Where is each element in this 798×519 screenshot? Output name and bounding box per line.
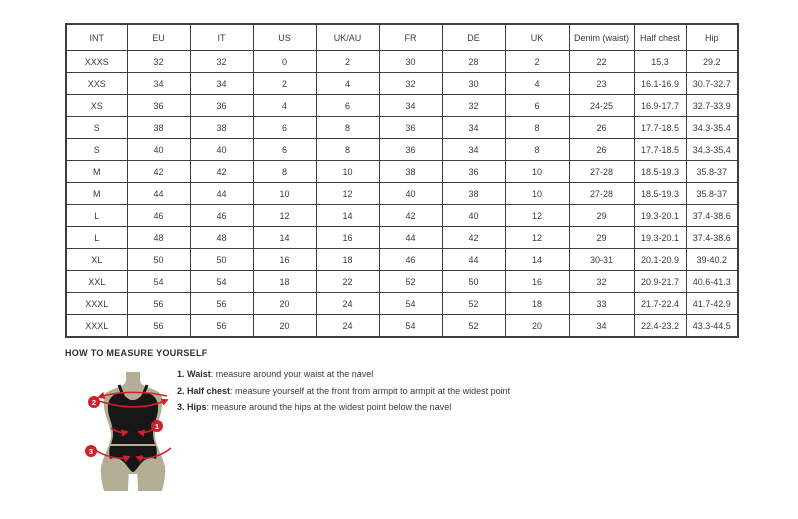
cell-uk: 16 bbox=[505, 271, 569, 293]
cell-it: 56 bbox=[190, 293, 253, 315]
cell-hip: 37.4-38.6 bbox=[686, 227, 738, 249]
measure-section-title: HOW TO MEASURE YOURSELF bbox=[65, 348, 208, 358]
hips-marker-number: 3 bbox=[88, 446, 94, 456]
cell-us: 0 bbox=[253, 51, 316, 73]
cell-int: XXXL bbox=[66, 315, 127, 338]
cell-ukau: 18 bbox=[316, 249, 379, 271]
cell-it: 44 bbox=[190, 183, 253, 205]
col-header-hip: Hip bbox=[686, 24, 738, 51]
cell-us: 4 bbox=[253, 95, 316, 117]
cell-eu: 50 bbox=[127, 249, 190, 271]
cell-denim-waist: 24-25 bbox=[569, 95, 634, 117]
cell-us: 14 bbox=[253, 227, 316, 249]
table-body bbox=[66, 51, 738, 338]
cell-it: 46 bbox=[190, 205, 253, 227]
instruction-half-chest: 2. Half chest: measure yourself at the front from armpit to armpit at the widest point bbox=[177, 385, 511, 396]
cell-it: 32 bbox=[190, 51, 253, 73]
cell-de: 34 bbox=[442, 139, 505, 161]
cell-half-chest: 19.3-20.1 bbox=[634, 227, 686, 249]
cell-it: 54 bbox=[190, 271, 253, 293]
cell-de: 52 bbox=[442, 315, 505, 338]
col-header-uk: UK bbox=[505, 24, 569, 51]
cell-denim-waist: 32 bbox=[569, 271, 634, 293]
cell-uk: 18 bbox=[505, 293, 569, 315]
col-header-de: DE bbox=[442, 24, 505, 51]
measurement-figure bbox=[83, 371, 183, 493]
col-header-ukau: UK/AU bbox=[316, 24, 379, 51]
cell-ukau: 8 bbox=[316, 117, 379, 139]
cell-uk: 8 bbox=[505, 117, 569, 139]
cell-uk: 14 bbox=[505, 249, 569, 271]
table-row bbox=[66, 227, 738, 249]
cell-ukau: 16 bbox=[316, 227, 379, 249]
cell-hip: 35.8-37 bbox=[686, 183, 738, 205]
mannequin-illustration-icon bbox=[83, 371, 183, 493]
waist-marker-number: 1 bbox=[154, 421, 160, 431]
cell-half-chest: 21.7-22.4 bbox=[634, 293, 686, 315]
cell-eu: 32 bbox=[127, 51, 190, 73]
cell-half-chest: 20.1-20.9 bbox=[634, 249, 686, 271]
cell-eu: 46 bbox=[127, 205, 190, 227]
cell-it: 38 bbox=[190, 117, 253, 139]
table-row bbox=[66, 183, 738, 205]
table-row bbox=[66, 73, 738, 95]
col-header-us: US bbox=[253, 24, 316, 51]
cell-uk: 12 bbox=[505, 227, 569, 249]
cell-us: 16 bbox=[253, 249, 316, 271]
cell-us: 6 bbox=[253, 117, 316, 139]
cell-uk: 4 bbox=[505, 73, 569, 95]
cell-fr: 32 bbox=[379, 73, 442, 95]
cell-half-chest: 16.9-17.7 bbox=[634, 95, 686, 117]
instruction-hips: 3. Hips: measure around the hips at the widest point below the navel bbox=[177, 402, 452, 412]
cell-de: 50 bbox=[442, 271, 505, 293]
cell-de: 44 bbox=[442, 249, 505, 271]
cell-de: 40 bbox=[442, 205, 505, 227]
cell-it: 48 bbox=[190, 227, 253, 249]
cell-hip: 35.8-37 bbox=[686, 161, 738, 183]
cell-half-chest: 22.4-23.2 bbox=[634, 315, 686, 338]
cell-uk: 10 bbox=[505, 183, 569, 205]
cell-fr: 30 bbox=[379, 51, 442, 73]
cell-eu: 56 bbox=[127, 315, 190, 338]
col-header-fr: FR bbox=[379, 24, 442, 51]
cell-ukau: 24 bbox=[316, 315, 379, 338]
cell-us: 20 bbox=[253, 315, 316, 338]
cell-us: 18 bbox=[253, 271, 316, 293]
cell-it: 40 bbox=[190, 139, 253, 161]
cell-int: M bbox=[66, 161, 127, 183]
cell-us: 10 bbox=[253, 183, 316, 205]
cell-uk: 10 bbox=[505, 161, 569, 183]
cell-de: 36 bbox=[442, 161, 505, 183]
measure-instructions bbox=[177, 366, 510, 416]
cell-int: XXXS bbox=[66, 51, 127, 73]
cell-half-chest: 20.9-21.7 bbox=[634, 271, 686, 293]
cell-fr: 36 bbox=[379, 139, 442, 161]
cell-eu: 36 bbox=[127, 95, 190, 117]
cell-half-chest: 17.7-18.5 bbox=[634, 139, 686, 161]
cell-eu: 48 bbox=[127, 227, 190, 249]
cell-denim-waist: 29 bbox=[569, 205, 634, 227]
cell-it: 50 bbox=[190, 249, 253, 271]
cell-de: 34 bbox=[442, 117, 505, 139]
cell-uk: 12 bbox=[505, 205, 569, 227]
table-row bbox=[66, 139, 738, 161]
cell-eu: 40 bbox=[127, 139, 190, 161]
cell-ukau: 14 bbox=[316, 205, 379, 227]
cell-half-chest: 18.5-19.3 bbox=[634, 183, 686, 205]
cell-hip: 34.3-35.4 bbox=[686, 139, 738, 161]
table-row bbox=[66, 315, 738, 338]
cell-denim-waist: 30-31 bbox=[569, 249, 634, 271]
cell-hip: 39-40.2 bbox=[686, 249, 738, 271]
cell-fr: 54 bbox=[379, 293, 442, 315]
cell-ukau: 4 bbox=[316, 73, 379, 95]
cell-fr: 44 bbox=[379, 227, 442, 249]
chest-marker-number: 2 bbox=[91, 397, 97, 407]
cell-uk: 2 bbox=[505, 51, 569, 73]
col-header-int: INT bbox=[66, 24, 127, 51]
cell-half-chest: 18.5-19.3 bbox=[634, 161, 686, 183]
cell-fr: 42 bbox=[379, 205, 442, 227]
cell-fr: 40 bbox=[379, 183, 442, 205]
cell-ukau: 12 bbox=[316, 183, 379, 205]
table-header-row bbox=[66, 24, 738, 51]
cell-uk: 20 bbox=[505, 315, 569, 338]
table-row bbox=[66, 249, 738, 271]
size-chart-table bbox=[65, 23, 739, 338]
cell-fr: 52 bbox=[379, 271, 442, 293]
cell-fr: 54 bbox=[379, 315, 442, 338]
table-row bbox=[66, 293, 738, 315]
cell-hip: 43.3-44.5 bbox=[686, 315, 738, 338]
cell-us: 6 bbox=[253, 139, 316, 161]
cell-ukau: 22 bbox=[316, 271, 379, 293]
cell-eu: 44 bbox=[127, 183, 190, 205]
cell-int: L bbox=[66, 205, 127, 227]
col-header-eu: EU bbox=[127, 24, 190, 51]
col-header-it: IT bbox=[190, 24, 253, 51]
cell-us: 20 bbox=[253, 293, 316, 315]
cell-us: 2 bbox=[253, 73, 316, 95]
cell-denim-waist: 34 bbox=[569, 315, 634, 338]
instruction-waist: 1. Waist: measure around your waist at the navel bbox=[177, 369, 374, 379]
cell-eu: 54 bbox=[127, 271, 190, 293]
cell-denim-waist: 26 bbox=[569, 139, 634, 161]
cell-int: L bbox=[66, 227, 127, 249]
cell-int: XXXL bbox=[66, 293, 127, 315]
table-row bbox=[66, 161, 738, 183]
cell-denim-waist: 26 bbox=[569, 117, 634, 139]
cell-hip: 40.6-41.3 bbox=[686, 271, 738, 293]
cell-half-chest: 19.3-20.1 bbox=[634, 205, 686, 227]
cell-eu: 38 bbox=[127, 117, 190, 139]
cell-denim-waist: 22 bbox=[569, 51, 634, 73]
cell-int: XL bbox=[66, 249, 127, 271]
cell-hip: 32.7-33.9 bbox=[686, 95, 738, 117]
cell-half-chest: 16.1-16.9 bbox=[634, 73, 686, 95]
cell-de: 42 bbox=[442, 227, 505, 249]
cell-half-chest: 17.7-18.5 bbox=[634, 117, 686, 139]
table-row bbox=[66, 117, 738, 139]
table-row bbox=[66, 95, 738, 117]
cell-fr: 34 bbox=[379, 95, 442, 117]
cell-int: S bbox=[66, 139, 127, 161]
cell-fr: 46 bbox=[379, 249, 442, 271]
col-header-half-chest: Half chest bbox=[634, 24, 686, 51]
cell-fr: 36 bbox=[379, 117, 442, 139]
cell-it: 36 bbox=[190, 95, 253, 117]
cell-hip: 30.7-32.7 bbox=[686, 73, 738, 95]
table-row bbox=[66, 205, 738, 227]
cell-us: 12 bbox=[253, 205, 316, 227]
cell-denim-waist: 27-28 bbox=[569, 161, 634, 183]
cell-hip: 29.2 bbox=[686, 51, 738, 73]
cell-ukau: 6 bbox=[316, 95, 379, 117]
cell-us: 8 bbox=[253, 161, 316, 183]
cell-de: 52 bbox=[442, 293, 505, 315]
cell-hip: 41.7-42.9 bbox=[686, 293, 738, 315]
col-header-denim-waist: Denim (waist) bbox=[569, 24, 634, 51]
cell-de: 32 bbox=[442, 95, 505, 117]
cell-int: S bbox=[66, 117, 127, 139]
table-row bbox=[66, 271, 738, 293]
cell-denim-waist: 23 bbox=[569, 73, 634, 95]
cell-ukau: 2 bbox=[316, 51, 379, 73]
cell-de: 38 bbox=[442, 183, 505, 205]
cell-denim-waist: 27-28 bbox=[569, 183, 634, 205]
cell-ukau: 8 bbox=[316, 139, 379, 161]
cell-de: 28 bbox=[442, 51, 505, 73]
cell-it: 56 bbox=[190, 315, 253, 338]
cell-it: 34 bbox=[190, 73, 253, 95]
cell-int: XXL bbox=[66, 271, 127, 293]
cell-fr: 38 bbox=[379, 161, 442, 183]
cell-int: XS bbox=[66, 95, 127, 117]
cell-denim-waist: 33 bbox=[569, 293, 634, 315]
cell-denim-waist: 29 bbox=[569, 227, 634, 249]
cell-ukau: 10 bbox=[316, 161, 379, 183]
cell-it: 42 bbox=[190, 161, 253, 183]
cell-hip: 37.4-38.6 bbox=[686, 205, 738, 227]
table-row bbox=[66, 51, 738, 73]
cell-int: XXS bbox=[66, 73, 127, 95]
cell-uk: 6 bbox=[505, 95, 569, 117]
cell-de: 30 bbox=[442, 73, 505, 95]
cell-eu: 56 bbox=[127, 293, 190, 315]
cell-eu: 42 bbox=[127, 161, 190, 183]
cell-ukau: 24 bbox=[316, 293, 379, 315]
cell-half-chest: 15.3 bbox=[634, 51, 686, 73]
cell-eu: 34 bbox=[127, 73, 190, 95]
cell-hip: 34.3-35.4 bbox=[686, 117, 738, 139]
cell-int: M bbox=[66, 183, 127, 205]
cell-uk: 8 bbox=[505, 139, 569, 161]
